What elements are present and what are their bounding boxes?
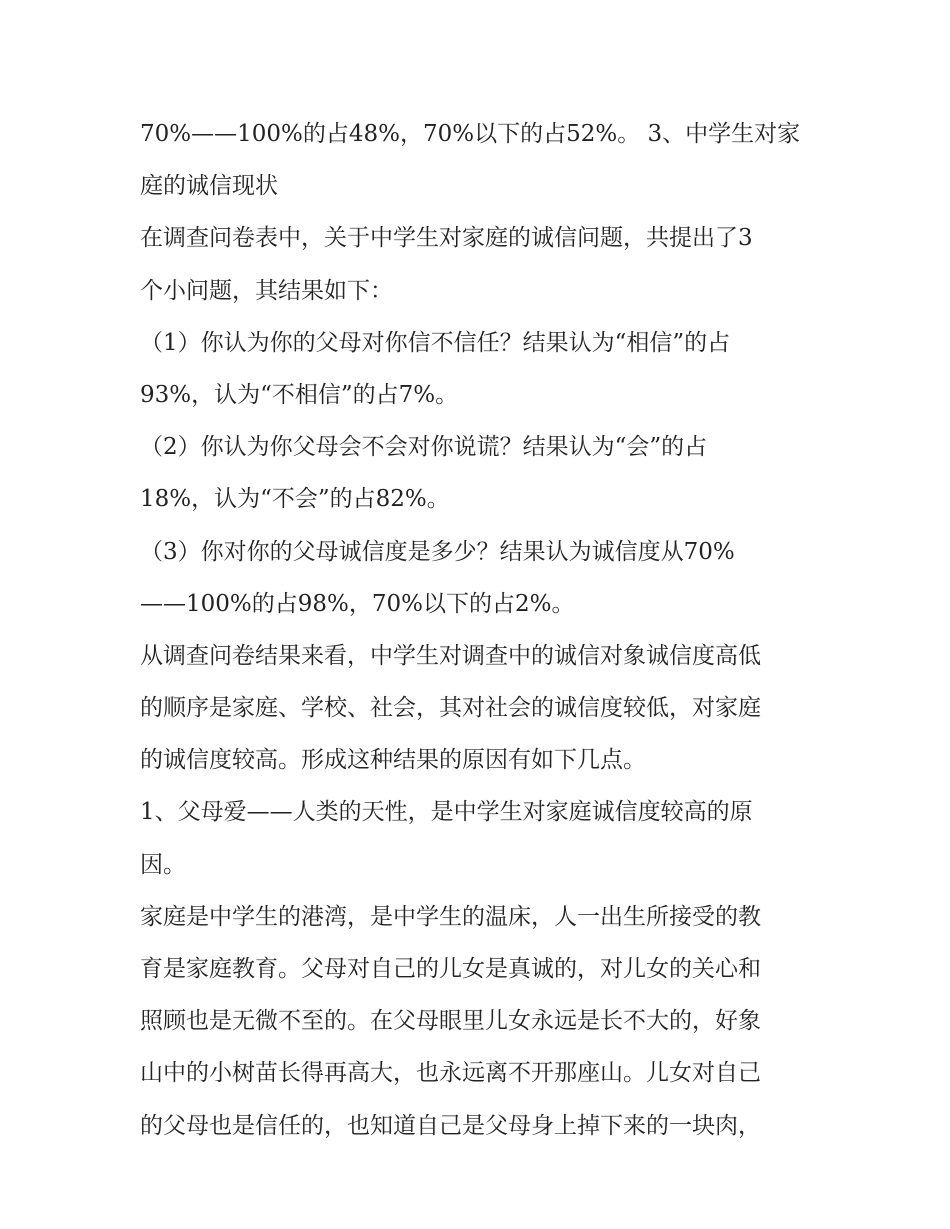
text-line-7: （2）你认为你父母会不会对你说谎？结果认为“会”的占 — [140, 434, 708, 461]
text-line-5: （1）你认为你的父母对你信不信任？结果认为“相信”的占 — [140, 329, 731, 356]
text-line-8: 18%，认为“不会”的占82%。 — [140, 486, 450, 513]
text-line-6: 93%，认为“不相信”的占7%。 — [140, 381, 459, 408]
text-line-4: 个小问题，其结果如下： — [140, 277, 393, 304]
text-line-10: ——100%的占98%，70%以下的占2%。 — [140, 590, 575, 617]
text-line-11: 从调查问卷结果来看，中学生对调查中的诚信对象诚信度高低 — [140, 642, 761, 669]
text-line-15: 因。 — [140, 851, 186, 878]
text-line-1: 70%——100%的占48%，70%以下的占52%。 3、中学生对家 — [140, 121, 801, 147]
text-line-2: 庭的诚信现状 — [140, 173, 278, 200]
text-line-17: 育是家庭教育。父母对自己的儿女是真诚的，对儿女的关心和 — [140, 956, 761, 982]
text-line-19: 山中的小树苗长得再高大，也永远离不开那座山。儿女对自己 — [140, 1060, 761, 1087]
text-line-13: 的诚信度较高。形成这种结果的原因有如下几点。 — [140, 747, 646, 774]
text-line-14: 1、父母爱——人类的天性，是中学生对家庭诚信度较高的原 — [140, 799, 753, 826]
text-line-16: 家庭是中学生的港湾，是中学生的温床，人一出生所接受的教 — [140, 903, 761, 930]
text-line-9: （3）你对你的父母诚信度是多少？结果认为诚信度从70% — [140, 538, 735, 565]
text-line-3: 在调查问卷表中，关于中学生对家庭的诚信问题，共提出了3 — [140, 225, 753, 252]
body-text — [140, 108, 820, 1152]
text-line-12: 的顺序是家庭、学校、社会，其对社会的诚信度较低，对家庭 — [140, 695, 761, 722]
text-line-20: 的父母也是信任的，也知道自己是父母身上掉下来的一块肉， — [140, 1112, 761, 1139]
text-line-18: 照顾也是无微不至的。在父母眼里儿女永远是长不大的，好象 — [140, 1008, 761, 1035]
